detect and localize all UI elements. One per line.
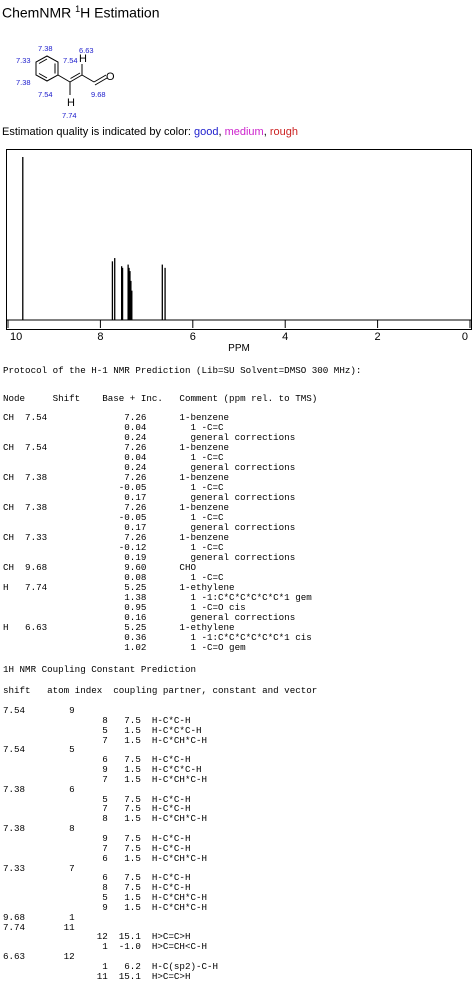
coupling-row: 7.38 6 — [3, 783, 75, 795]
atom-o: O — [106, 71, 115, 83]
coupling-row: 9 1.5 H-C*CH*C-H — [3, 901, 207, 913]
protocol-row: 0.95 1 -C=O cis — [3, 602, 246, 613]
coupling-row: 8 7.5 H-C*C-H — [3, 714, 191, 726]
protocol-row: CH 7.38 7.26 1-benzene — [3, 502, 230, 513]
protocol-row: 0.17 general corrections — [3, 522, 296, 533]
protocol-row: 1.02 1 -C=O gem — [3, 642, 246, 653]
coupling-row: 6 7.5 H-C*C-H — [3, 872, 191, 884]
coupling-row: 7 1.5 H-C*CH*C-H — [3, 734, 207, 746]
protocol-row: CH 9.68 9.60 CHO — [3, 562, 196, 573]
quality-legend — [2, 126, 298, 138]
coupling-row: 1 6.2 H-C(sp2)-C-H — [3, 960, 219, 972]
x-axis-ticks — [8, 320, 470, 343]
atom-h-upper: H — [79, 53, 87, 65]
protocol-row: 0.16 general corrections — [3, 612, 296, 623]
coupling-row: 6.63 12 — [3, 951, 75, 963]
protocol-row: 0.19 general corrections — [3, 552, 296, 563]
title-suffix: H Estimation — [80, 4, 160, 21]
protocol-title: Protocol of the H-1 NMR Prediction (Lib=SU Solvent=DMSO 300 MHz): — [3, 365, 362, 376]
coupling-header: shift atom index coupling partner, constant and vector — [3, 685, 318, 696]
coupling-row: 9 7.5 H-C*C-H — [3, 832, 191, 844]
coupling-row: 7.38 8 — [3, 823, 75, 835]
spectrum-frame — [7, 150, 472, 330]
quality-prefix: Estimation quality is indicated by color: — [2, 126, 194, 138]
protocol-row: -0.12 1 -C=C — [3, 542, 224, 553]
x-tick-label: 4 — [282, 331, 289, 343]
shift-label: 7.74 — [62, 111, 77, 120]
protocol-row: -0.05 1 -C=C — [3, 512, 224, 523]
shift-label: 6.63 — [79, 46, 94, 55]
coupling-row: 9 1.5 H-C*C*C-H — [3, 764, 202, 776]
coupling-row: 11 15.1 H>C=C>H — [3, 970, 191, 982]
protocol-header: Node Shift Base + Inc. Comment (ppm rel. to TMS) — [3, 393, 318, 404]
shift-label: 7.33 — [16, 56, 31, 65]
coupling-row: 7 1.5 H-C*CH*C-H — [3, 773, 207, 785]
protocol-row: 1.38 1 -1:C*C*C*C*C*C*1 gem — [3, 592, 312, 603]
coupling-row: 7.33 7 — [3, 862, 75, 874]
coupling-row: 7.54 5 — [3, 744, 75, 756]
coupling-row: 7.54 9 — [3, 705, 75, 716]
protocol-row: 0.17 general corrections — [3, 492, 296, 503]
quality-rough: rough — [269, 126, 298, 138]
protocol-table — [3, 413, 312, 653]
coupling-row: 5 7.5 H-C*C-H — [3, 793, 191, 805]
coupling-row: 9.68 1 — [3, 911, 75, 923]
coupling-row: 5 1.5 H-C*CH*C-H — [3, 892, 207, 904]
protocol-row: 0.24 general corrections — [3, 462, 296, 473]
x-tick-label: 6 — [189, 331, 196, 343]
coupling-row: 7 7.5 H-C*C-H — [3, 842, 191, 854]
molecule-structure — [0, 40, 130, 122]
protocol-row: CH 7.38 7.26 1-benzene — [3, 472, 230, 483]
quality-sep: , — [218, 126, 225, 138]
protocol-row: 0.08 1 -C=C — [3, 572, 224, 583]
shift-label: 7.54 — [38, 90, 53, 99]
title-superscript: 1 — [75, 4, 81, 14]
shift-label: 7.54 — [63, 56, 78, 65]
protocol-row: 0.36 1 -1:C*C*C*C*C*C*1 cis — [3, 632, 312, 643]
x-tick-label: 0 — [461, 331, 468, 343]
coupling-row: 6 1.5 H-C*CH*C-H — [3, 852, 207, 864]
coupling-row: 8 7.5 H-C*C-H — [3, 882, 191, 894]
coupling-row: 6 7.5 H-C*C-H — [3, 754, 191, 766]
protocol-row: 0.04 1 -C=C — [3, 452, 224, 463]
shift-label: 9.68 — [91, 90, 106, 99]
protocol-row: -0.05 1 -C=C — [3, 482, 224, 493]
protocol-row: CH 7.54 7.26 1-benzene — [3, 412, 230, 423]
coupling-row: 1 -1.0 H>C=CH<C-H — [3, 941, 207, 953]
quality-sep: , — [263, 126, 270, 138]
atom-h-lower: H — [67, 97, 75, 109]
quality-good: good — [193, 126, 219, 138]
coupling-row: 7.74 11 — [3, 921, 75, 933]
coupling-row: 8 1.5 H-C*CH*C-H — [3, 813, 207, 825]
protocol-row: H 6.63 5.25 1-ethylene — [3, 622, 235, 633]
x-tick-label: 8 — [97, 331, 104, 343]
x-tick-label: 10 — [10, 331, 23, 343]
protocol-row: 0.04 1 -C=C — [3, 422, 224, 433]
quality-medium: medium — [224, 126, 264, 138]
shift-label: 7.38 — [16, 78, 31, 87]
coupling-table — [3, 706, 218, 982]
protocol-row: H 7.74 5.25 1-ethylene — [3, 582, 235, 593]
protocol-row: CH 7.54 7.26 1-benzene — [3, 442, 230, 453]
x-axis-label: PPM — [228, 343, 250, 354]
spectrum-peaks — [23, 157, 165, 320]
title-prefix: ChemNMR — [2, 4, 76, 21]
coupling-row: 5 1.5 H-C*C*C-H — [3, 724, 202, 736]
page-title — [2, 4, 160, 21]
protocol-row: CH 7.33 7.26 1-benzene — [3, 532, 230, 543]
coupling-row: 7 7.5 H-C*C-H — [3, 803, 191, 815]
coupling-title: 1H NMR Coupling Constant Prediction — [3, 664, 196, 675]
nmr-spectrum-chart — [6, 149, 472, 355]
shift-label: 7.38 — [38, 44, 53, 53]
protocol-row: 0.24 general corrections — [3, 432, 296, 443]
x-tick-label: 2 — [374, 331, 381, 343]
coupling-row: 12 15.1 H>C=C>H — [3, 931, 191, 943]
